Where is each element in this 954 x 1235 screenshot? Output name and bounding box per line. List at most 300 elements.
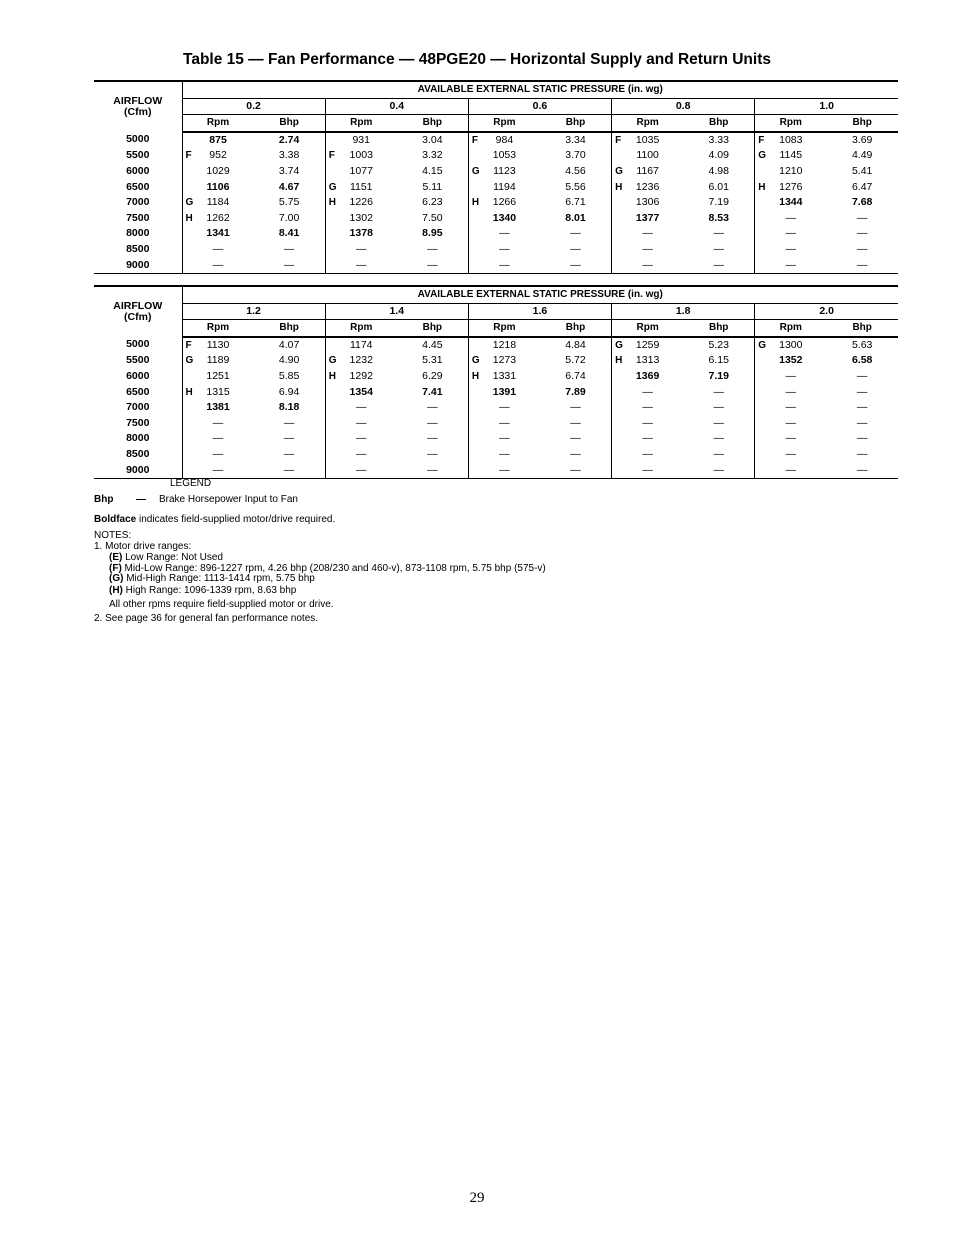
rpm-text: 1369 [635, 369, 660, 382]
bhp-value: — [856, 416, 868, 429]
bhp-value: — [856, 432, 868, 445]
rpm-value [325, 337, 397, 354]
rpm-header: Rpm [325, 115, 397, 132]
rpm-value [182, 148, 254, 164]
rpm-value [182, 369, 254, 385]
bhp-value: 7.19 [683, 195, 755, 211]
bhp-header: Bhp [254, 115, 326, 132]
bhp-value: — [856, 242, 868, 255]
bhp-value: 8.18 [254, 400, 326, 416]
rpm-value [468, 369, 540, 385]
rpm-value [182, 164, 254, 180]
rpm-text: — [212, 447, 224, 460]
range-e [109, 552, 223, 563]
rpm-value [612, 242, 684, 258]
rpm-text: 1145 [779, 149, 803, 162]
pressure-header: 1.4 [325, 303, 468, 320]
drive-code: H [615, 355, 623, 367]
bhp-value: 4.49 [851, 149, 873, 162]
table-row [94, 164, 898, 180]
rpm-text: 931 [352, 133, 370, 146]
bhp-value: 5.85 [254, 369, 326, 385]
range-e-text: Low Range: Not Used [122, 552, 223, 563]
table-row [94, 195, 898, 211]
range-g-text: Mid-High Range: 1113-1414 rpm, 5.75 bhp [123, 573, 315, 584]
bhp-value: 4.45 [397, 337, 469, 354]
rpm-value [468, 132, 540, 149]
rpm-value [325, 431, 397, 447]
rpm-text: — [785, 463, 797, 476]
drive-code: F [185, 150, 192, 162]
rpm-value [612, 369, 684, 385]
airflow-value: 6000 [94, 164, 182, 180]
bhp-value: 8.01 [540, 211, 612, 227]
rpm-value [755, 353, 827, 369]
rpm-value [755, 416, 827, 432]
rpm-text: 1003 [349, 149, 373, 162]
rpm-value [182, 385, 254, 401]
airflow-value: 8500 [94, 447, 182, 463]
rpm-value [182, 463, 254, 479]
drive-code: G [758, 339, 767, 351]
bhp-value: — [254, 258, 326, 274]
rpm-value [755, 463, 827, 479]
rpm-text: — [785, 416, 797, 429]
rpm-text: 1381 [206, 401, 230, 414]
rpm-text: — [355, 432, 367, 445]
rpm-value [182, 416, 254, 432]
fan-performance-table-2 [94, 285, 898, 479]
rpm-text: 1174 [349, 338, 373, 351]
airflow-value: 7000 [94, 400, 182, 416]
table-row [94, 148, 898, 164]
bhp-value: — [540, 463, 612, 479]
rpm-value [612, 180, 684, 196]
bhp-value: 3.38 [254, 148, 326, 164]
rpm-value [182, 242, 254, 258]
notes-heading: NOTES: [94, 530, 132, 541]
bhp-header: Bhp [826, 320, 898, 337]
airflow-value: 5500 [94, 148, 182, 164]
pressure-header: 1.6 [468, 303, 611, 320]
rpm-value [468, 431, 540, 447]
bhp-value: 6.15 [683, 353, 755, 369]
rpm-text: 1077 [349, 164, 373, 177]
rpm-value [325, 416, 397, 432]
rpm-value [755, 385, 827, 401]
rpm-value [182, 431, 254, 447]
bhp-value: — [254, 416, 326, 432]
airflow-value: 5500 [94, 353, 182, 369]
bhp-value: — [397, 463, 469, 479]
rpm-text: — [499, 463, 510, 476]
table-row [94, 132, 898, 149]
bhp-value: — [683, 242, 755, 258]
rpm-value [325, 242, 397, 258]
rpm-value [612, 431, 684, 447]
rpm-text: 1354 [349, 385, 373, 398]
bhp-value: — [683, 226, 755, 242]
bhp-value: 8.95 [397, 226, 469, 242]
rpm-text: 1236 [635, 180, 660, 193]
bhp-value: — [683, 416, 755, 432]
drive-code: G [185, 197, 194, 209]
rpm-text: 1273 [492, 354, 517, 367]
table-row [94, 416, 898, 432]
bhp-value: — [856, 227, 868, 240]
legend-entry [94, 494, 298, 505]
bhp-value: — [826, 258, 898, 274]
bhp-value: — [826, 463, 898, 479]
rpm-text: 1029 [206, 164, 230, 177]
drive-code: H [185, 386, 193, 398]
pressure-header: 1.8 [612, 303, 755, 320]
range-f-code: (F) [109, 563, 122, 574]
drive-code: H [758, 181, 766, 193]
table-row [94, 353, 898, 369]
rpm-value [755, 226, 827, 242]
rpm-value [325, 385, 397, 401]
rpm-value [755, 211, 827, 227]
rpm-text: 1251 [206, 369, 230, 382]
rpm-text: — [355, 463, 367, 476]
drive-code: F [615, 134, 622, 146]
rpm-value [612, 447, 684, 463]
bhp-header: Bhp [397, 115, 469, 132]
rpm-text: — [785, 432, 797, 445]
rpm-text: — [212, 242, 224, 255]
bhp-value: — [397, 400, 469, 416]
rpm-value [612, 416, 684, 432]
bhp-value: 3.04 [397, 132, 469, 149]
drive-code: F [328, 150, 335, 162]
range-e-code: (E) [109, 552, 123, 563]
rpm-value [182, 211, 254, 227]
table-row [94, 242, 898, 258]
rpm-text: — [642, 416, 653, 429]
bhp-value: — [683, 447, 755, 463]
rpm-text: 1123 [493, 164, 516, 177]
rpm-text: — [355, 242, 367, 255]
bhp-value: 3.69 [851, 133, 873, 146]
rpm-text: — [212, 432, 224, 445]
bhp-value: 3.32 [397, 148, 469, 164]
range-h-text: High Range: 1096-1339 rpm, 8.63 bhp [122, 585, 297, 596]
rpm-value [468, 164, 540, 180]
bhp-value: 3.74 [254, 164, 326, 180]
bhp-value: — [397, 431, 469, 447]
boldface-note [94, 514, 335, 525]
bhp-header: Bhp [683, 320, 755, 337]
bhp-value: — [397, 416, 469, 432]
bhp-value: 4.07 [254, 337, 326, 354]
drive-code: G [758, 150, 767, 162]
rpm-text: 1151 [349, 180, 373, 193]
rpm-value [755, 258, 827, 274]
rpm-value [468, 400, 540, 416]
rpm-value [182, 195, 254, 211]
legend-definition: Brake Horsepower Input to Fan [159, 494, 298, 505]
bhp-value: 4.90 [254, 353, 326, 369]
rpm-text: — [499, 432, 510, 445]
rpm-text: — [785, 211, 797, 224]
page-number: 29 [469, 1190, 485, 1206]
legend-dash: — [136, 494, 146, 505]
rpm-text: 1378 [349, 227, 373, 240]
rpm-text: — [499, 258, 510, 271]
drive-code: F [185, 339, 192, 351]
rpm-text: 1340 [492, 211, 517, 224]
bhp-value: 7.00 [254, 211, 326, 227]
rpm-value [755, 132, 827, 149]
bhp-value: — [397, 242, 469, 258]
table-row [94, 226, 898, 242]
legend-title: LEGEND [170, 478, 212, 489]
bhp-value: 7.50 [397, 211, 469, 227]
bhp-value: 4.98 [683, 164, 755, 180]
page-title: Table 15 — Fan Performance — 48PGE20 — Horizontal Supply and Return Units [183, 51, 771, 68]
rpm-value [755, 148, 827, 164]
rpm-text: — [642, 258, 653, 271]
rpm-text: — [785, 385, 797, 398]
rpm-text: 1232 [349, 354, 373, 367]
airflow-value: 9000 [94, 258, 182, 274]
bhp-value: — [540, 258, 612, 274]
airflow-value: 6000 [94, 369, 182, 385]
airflow-value: 5000 [94, 132, 182, 149]
rpm-text: 1035 [635, 133, 660, 146]
bhp-header: Bhp [540, 320, 612, 337]
bhp-value: — [254, 447, 326, 463]
table-row [94, 211, 898, 227]
rpm-value [325, 164, 397, 180]
rpm-text: 1100 [636, 149, 659, 162]
range-h [109, 585, 296, 596]
drive-code: G [471, 165, 480, 177]
rpm-value [182, 337, 254, 354]
rpm-value [755, 164, 827, 180]
rpm-value [182, 447, 254, 463]
bhp-value: — [254, 431, 326, 447]
header-row [94, 81, 898, 98]
rpm-text: 1331 [492, 369, 517, 382]
drive-code: H [471, 197, 480, 209]
bhp-value: 7.89 [540, 385, 612, 401]
rpm-value [325, 132, 397, 149]
rpm-value [612, 148, 684, 164]
rpm-value [325, 400, 397, 416]
rpm-text: — [355, 447, 367, 460]
rpm-header: Rpm [755, 115, 827, 132]
bhp-value: 6.29 [397, 369, 469, 385]
rpm-value [182, 353, 254, 369]
rpm-header: Rpm [182, 320, 254, 337]
rpm-text: — [642, 447, 653, 460]
rpm-text: 1344 [779, 196, 803, 209]
airflow-value: 8000 [94, 431, 182, 447]
rpm-text: 1315 [206, 385, 230, 398]
bhp-value: 5.41 [851, 164, 873, 177]
boldface-key: Boldface [94, 514, 137, 525]
rpm-text: 1391 [492, 385, 517, 398]
rpm-text: — [785, 447, 797, 460]
table-row [94, 400, 898, 416]
bhp-value: 7.68 [851, 196, 873, 209]
bhp-value: 6.23 [397, 195, 469, 211]
bhp-header: Bhp [397, 320, 469, 337]
rpm-value [755, 369, 827, 385]
rpm-text: — [499, 227, 510, 240]
table-row [94, 447, 898, 463]
rpm-value [468, 180, 540, 196]
pressure-row [94, 303, 898, 320]
bhp-value: 5.56 [540, 180, 612, 196]
rpm-text: — [355, 416, 367, 429]
pressure-header: 1.2 [182, 303, 325, 320]
drive-code: H [471, 370, 480, 382]
rpm-text: — [212, 463, 224, 476]
drive-code: F [471, 134, 478, 146]
rpm-value [182, 258, 254, 274]
bhp-value: — [540, 447, 612, 463]
rpm-text: — [499, 447, 510, 460]
rpm-text: — [785, 369, 797, 382]
rpm-value [612, 195, 684, 211]
rpm-text: — [212, 416, 224, 429]
table-row [94, 431, 898, 447]
airflow-value: 8500 [94, 242, 182, 258]
rpm-value [468, 242, 540, 258]
drive-code: G [471, 355, 480, 367]
rpm-value [612, 463, 684, 479]
pressure-header: 0.4 [325, 98, 468, 115]
rpm-header: Rpm [468, 320, 540, 337]
rpm-value [325, 463, 397, 479]
rpm-header: Rpm [755, 320, 827, 337]
bhp-value: — [540, 242, 612, 258]
bhp-value: 6.74 [540, 369, 612, 385]
bhp-header: Bhp [826, 115, 898, 132]
rpm-text: — [785, 227, 797, 240]
bhp-value: — [683, 385, 755, 401]
bhp-value: 3.33 [683, 132, 755, 149]
static-pressure-header: AVAILABLE EXTERNAL STATIC PRESSURE (in. wg) [182, 81, 898, 98]
bhp-value: — [856, 401, 868, 414]
rpm-text: — [785, 401, 797, 414]
table-row [94, 385, 898, 401]
rpm-text: 1194 [493, 180, 516, 193]
rpm-text: 1306 [635, 196, 660, 209]
rpm-value [468, 211, 540, 227]
rpm-value [755, 337, 827, 354]
header-row [94, 286, 898, 303]
airflow-value: 5000 [94, 337, 182, 354]
rpm-text: 1266 [492, 196, 517, 209]
rpm-text: 1276 [779, 180, 803, 193]
rpm-value [612, 132, 684, 149]
rpm-text: 1184 [206, 196, 230, 209]
rpm-value [325, 226, 397, 242]
airflow-value: 7500 [94, 416, 182, 432]
rpm-text: 1167 [636, 164, 659, 177]
drive-code: G [328, 181, 337, 193]
rpm-value [755, 242, 827, 258]
rpm-value [325, 369, 397, 385]
rpm-text: — [642, 227, 653, 240]
bhp-value: — [683, 400, 755, 416]
bhp-value: 4.84 [540, 337, 612, 354]
rpm-value [182, 180, 254, 196]
rpm-text: 1218 [492, 338, 517, 351]
drive-code: G [185, 355, 194, 367]
rpm-value [325, 195, 397, 211]
pressure-header: 0.6 [468, 98, 611, 115]
rpm-value [755, 447, 827, 463]
pressure-header: 1.0 [755, 98, 898, 115]
bhp-value: 5.75 [254, 195, 326, 211]
rpm-value [182, 132, 254, 149]
rpm-text: 1106 [206, 180, 230, 193]
rpm-text: 875 [209, 133, 227, 146]
airflow-unit: (Cfm) [124, 105, 152, 118]
bhp-value: 8.41 [254, 226, 326, 242]
rpm-text: 1259 [635, 338, 660, 351]
rpm-value [612, 226, 684, 242]
bhp-header: Bhp [540, 115, 612, 132]
rpm-value [755, 180, 827, 196]
bhp-value: 2.74 [254, 132, 326, 149]
bhp-value: — [254, 242, 326, 258]
rpm-text: — [355, 258, 367, 271]
static-pressure-header: AVAILABLE EXTERNAL STATIC PRESSURE (in. wg) [182, 286, 898, 303]
bhp-value: — [254, 463, 326, 479]
bhp-value: 5.72 [540, 353, 612, 369]
rpm-text: 1083 [779, 133, 803, 146]
bhp-value: — [856, 447, 868, 460]
bhp-value: — [540, 226, 612, 242]
rpm-value [325, 258, 397, 274]
airflow-label: AIRFLOW [113, 94, 163, 107]
pressure-header: 0.2 [182, 98, 325, 115]
rpm-text: 1377 [635, 211, 660, 224]
bhp-value: — [856, 369, 868, 382]
rpm-text: 1341 [206, 227, 230, 240]
bhp-value: 5.63 [851, 338, 873, 351]
rpm-value [325, 211, 397, 227]
rpm-value [468, 416, 540, 432]
drive-code: H [328, 370, 336, 382]
rpm-text: 1226 [349, 196, 373, 209]
rpm-text: — [642, 242, 653, 255]
rpm-text: 952 [209, 149, 227, 162]
rpm-text: 984 [495, 133, 514, 146]
range-g [109, 573, 315, 584]
bhp-header: Bhp [254, 320, 326, 337]
rpm-value [325, 353, 397, 369]
rpm-value [755, 400, 827, 416]
rpm-value [182, 226, 254, 242]
rpm-text: 1130 [206, 338, 230, 351]
bhp-value: 4.67 [254, 180, 326, 196]
bhp-header: Bhp [683, 115, 755, 132]
bhp-value: — [397, 258, 469, 274]
airflow-value: 7500 [94, 211, 182, 227]
bhp-value: 7.41 [397, 385, 469, 401]
rpm-text: 1300 [779, 338, 803, 351]
bhp-value: — [540, 400, 612, 416]
rpm-text: — [785, 242, 797, 255]
rpm-text: 1189 [206, 354, 230, 367]
